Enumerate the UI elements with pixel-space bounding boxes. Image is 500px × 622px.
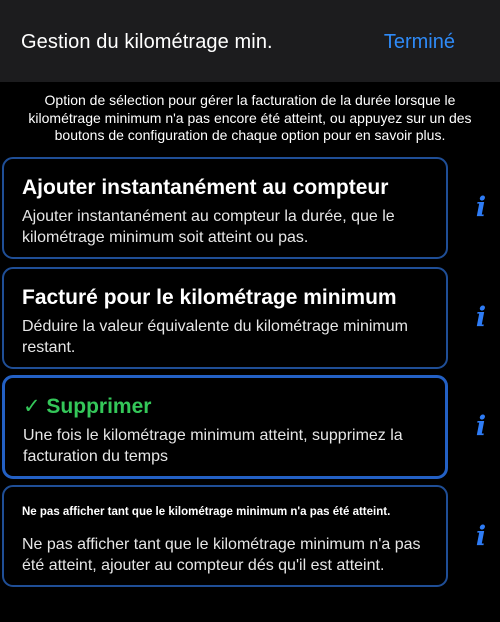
instructions-text: Option de sélection pour gérer la facturation de la durée lorsque le kilométrage minimum n'a pas encore été atteint, ou appuyez sur un des boutons de configuration de chaque option pour en savoir plus. (28, 92, 472, 143)
info-icon[interactable]: i (475, 302, 487, 333)
option-description: Ajouter instantanément au compteur la durée, que le kilométrage minimum soit atteint ou pas. (22, 208, 395, 246)
option-description: Une fois le kilométrage minimum atteint, supprimez la facturation du temps (23, 427, 403, 465)
page-title: Gestion du kilométrage min. (21, 31, 273, 53)
done-button[interactable]: Terminé (383, 31, 455, 53)
option-card-hide-until-reached[interactable] (2, 485, 448, 587)
option-title: Ajouter instantanément au compteur (22, 176, 389, 199)
option-title: Facturé pour le kilométrage minimum (22, 286, 397, 309)
option-description: Ne pas afficher tant que le kilométrage minimum n'a pas été atteint, ajouter au compteur dés qu'il est atteint. (22, 536, 421, 574)
option-title: Ne pas afficher tant que le kilométrage minimum n'a pas été atteint. (22, 506, 391, 518)
option-card-billed-minimum[interactable] (2, 267, 448, 369)
info-icon[interactable]: i (475, 521, 487, 552)
option-description: Déduire la valeur équivalente du kilométrage minimum restant. (22, 318, 408, 356)
navigation-bar (0, 0, 500, 82)
info-icon[interactable]: i (475, 411, 487, 442)
option-card-suppress[interactable] (2, 375, 448, 479)
info-icon[interactable]: i (475, 192, 487, 223)
option-title-selected: ✓ Supprimer (23, 395, 152, 418)
option-card-add-instantly[interactable] (2, 157, 448, 259)
